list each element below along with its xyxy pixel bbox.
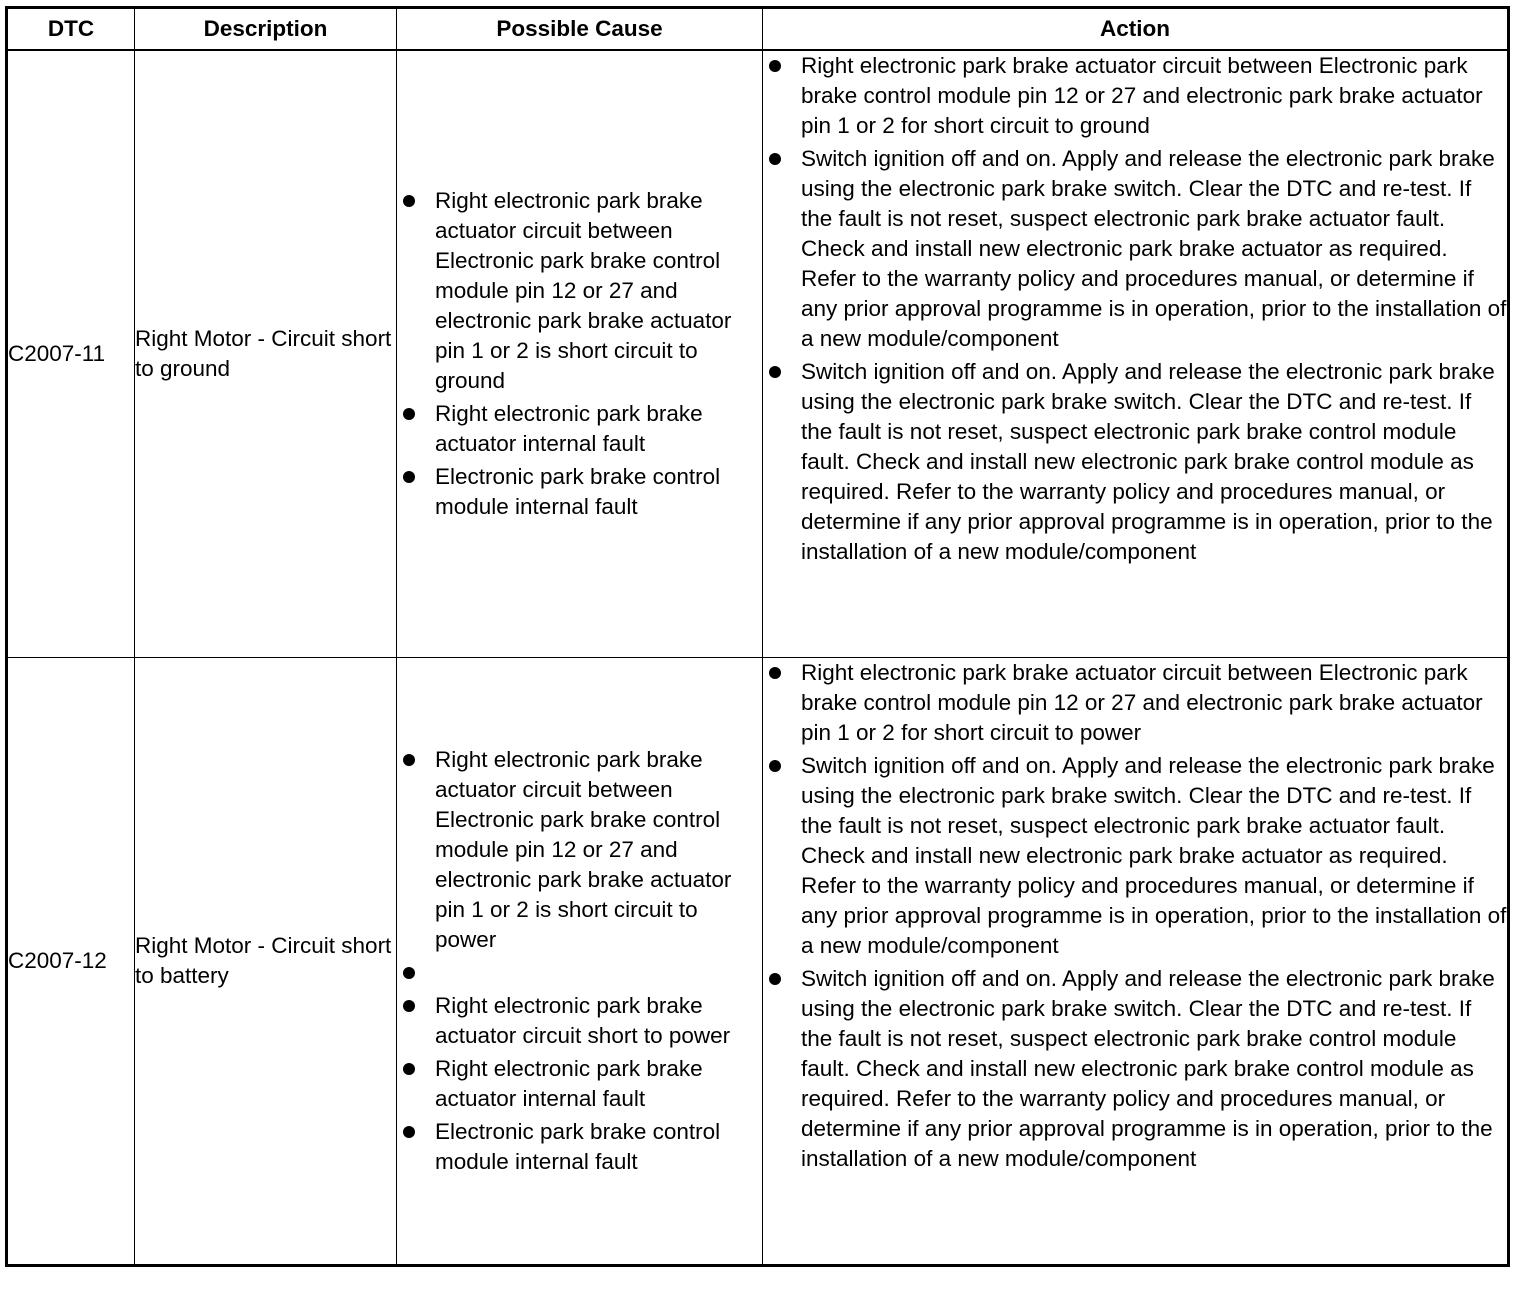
bullet-icon	[769, 60, 781, 72]
action-list	[763, 51, 1507, 567]
bullet-icon	[769, 153, 781, 165]
bullet-icon	[769, 760, 781, 772]
bullet-icon	[403, 1126, 415, 1138]
list-item	[397, 991, 762, 1051]
cause-text: Right electronic park brake actuator internal fault	[435, 401, 703, 456]
bullet-icon	[769, 366, 781, 378]
header-row	[7, 8, 1509, 51]
possible-cause-cell	[397, 50, 763, 658]
header-dtc: DTC	[7, 8, 135, 51]
table-row	[7, 50, 1509, 658]
bullet-icon	[769, 667, 781, 679]
bullet-icon	[769, 973, 781, 985]
list-item	[763, 658, 1507, 748]
action-cell	[763, 50, 1509, 658]
dtc-code: C2007-12	[7, 658, 135, 1266]
dtc-description: Right Motor - Circuit short to ground	[135, 50, 397, 658]
table-row	[7, 658, 1509, 1266]
cause-text: Electronic park brake control module internal fault	[435, 464, 721, 519]
action-text: Right electronic park brake actuator circuit between Electronic park brake control module pin 12 or 27 and electronic park brake actuator pin 1 or 2 for short circuit to ground	[801, 53, 1483, 138]
bullet-icon	[403, 1000, 415, 1012]
list-item	[763, 357, 1507, 567]
action-text: Switch ignition off and on. Apply and release the electronic park brake using the electronic park brake switch. Clear the DTC and re-test. If the fault is not reset, suspect electronic park brake actuator fault. Check and install new electronic park brake actuator as required. Refer to the warranty policy and procedures manual, or determine if any prior approval programme is in operation, prior to the installation of a new module/component	[801, 146, 1507, 351]
bullet-icon	[403, 754, 415, 766]
list-item	[763, 751, 1507, 961]
header-possible-cause: Possible Cause	[397, 8, 763, 51]
bullet-icon	[403, 195, 415, 207]
action-list	[763, 658, 1507, 1174]
action-text: Right electronic park brake actuator circuit between Electronic park brake control module pin 12 or 27 and electronic park brake actuator pin 1 or 2 for short circuit to power	[801, 660, 1483, 745]
dtc-code: C2007-11	[7, 50, 135, 658]
list-item	[397, 1054, 762, 1114]
dtc-description: Right Motor - Circuit short to battery	[135, 658, 397, 1266]
cause-text: Right electronic park brake actuator circuit between Electronic park brake control module pin 12 or 27 and electronic park brake actuator pin 1 or 2 is short circuit to power	[435, 747, 732, 952]
list-item	[763, 964, 1507, 1174]
list-item	[397, 186, 762, 396]
dtc-table	[5, 6, 1510, 1267]
list-item	[397, 462, 762, 522]
action-cell	[763, 658, 1509, 1266]
bullet-icon	[403, 471, 415, 483]
action-text: Switch ignition off and on. Apply and release the electronic park brake using the electronic park brake switch. Clear the DTC and re-test. If the fault is not reset, suspect electronic park brake control module fault. Check and install new electronic park brake control module as required. Refer to the warranty policy and procedures manual, or determine if any prior approval programme is in operation, prior to the installation of a new module/component	[801, 966, 1495, 1171]
list-item	[397, 958, 762, 988]
cause-list	[397, 186, 762, 522]
header-action: Action	[763, 8, 1509, 51]
action-text: Switch ignition off and on. Apply and release the electronic park brake using the electronic park brake switch. Clear the DTC and re-test. If the fault is not reset, suspect electronic park brake control module fault. Check and install new electronic park brake control module as required. Refer to the warranty policy and procedures manual, or determine if any prior approval programme is in operation, prior to the installation of a new module/component	[801, 359, 1495, 564]
cause-text: Right electronic park brake actuator circuit short to power	[435, 993, 731, 1048]
list-item	[397, 745, 762, 955]
document-page	[5, 6, 1510, 1267]
list-item	[763, 144, 1507, 354]
possible-cause-cell	[397, 658, 763, 1266]
list-item	[397, 1117, 762, 1177]
bullet-icon	[403, 408, 415, 420]
header-description: Description	[135, 8, 397, 51]
bullet-icon	[403, 1063, 415, 1075]
cause-text: Electronic park brake control module internal fault	[435, 1119, 721, 1174]
list-item	[763, 51, 1507, 141]
action-text: Switch ignition off and on. Apply and release the electronic park brake using the electronic park brake switch. Clear the DTC and re-test. If the fault is not reset, suspect electronic park brake actuator fault. Check and install new electronic park brake actuator as required. Refer to the warranty policy and procedures manual, or determine if any prior approval programme is in operation, prior to the installation of a new module/component	[801, 753, 1507, 958]
cause-text: Right electronic park brake actuator internal fault	[435, 1056, 703, 1111]
bullet-icon	[403, 967, 415, 979]
cause-text: Right electronic park brake actuator circuit between Electronic park brake control module pin 12 or 27 and electronic park brake actuator pin 1 or 2 is short circuit to ground	[435, 188, 732, 393]
cause-list	[397, 745, 762, 1177]
list-item	[397, 399, 762, 459]
